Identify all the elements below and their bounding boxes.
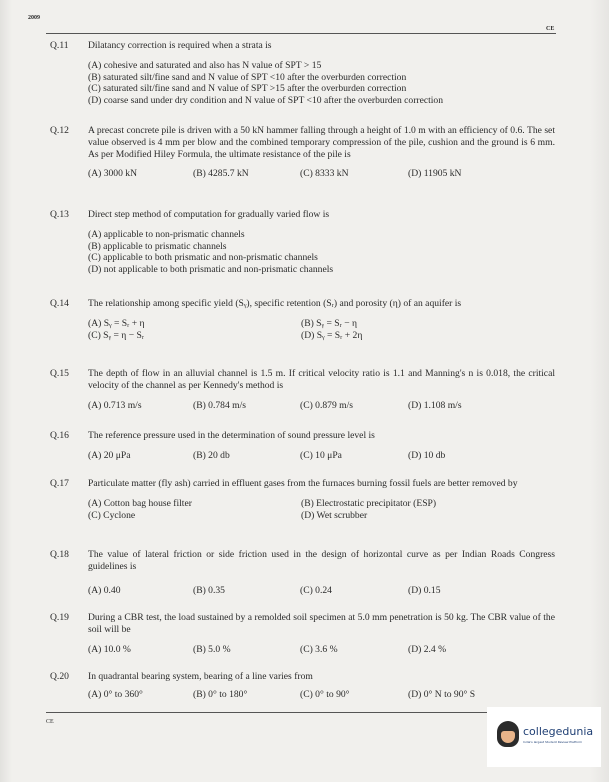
collegedunia-logo bbox=[487, 707, 601, 767]
question-number: Q.14 bbox=[50, 298, 69, 309]
question-number: Q.12 bbox=[50, 125, 69, 136]
option-a: (A) 10.0 % bbox=[88, 643, 131, 655]
option-b: (B) 5.0 % bbox=[193, 643, 231, 655]
option-c: (C) applicable to both prismatic and non-prismatic channels bbox=[88, 252, 318, 264]
question-14 bbox=[50, 298, 555, 341]
option-c: (C) 0.24 bbox=[300, 584, 332, 596]
question-11 bbox=[50, 40, 555, 107]
option-c: (C) 3.6 % bbox=[300, 643, 338, 655]
option-d: (D) Sᵧ = Sᵣ + 2η bbox=[301, 329, 363, 341]
question-text: The reference pressure used in the determination of sound pressure level is bbox=[88, 430, 375, 441]
question-text: A precast concrete pile is driven with a 50 kN hammer falling through a height of 1.0 m with an efficiency of 0.6. The set value observed is 4 mm per blow and the combined temporary compression of the pile, cushion and the ground is 6 mm. As per Modified Hiley Formula, the ultimate resistance of the pile is bbox=[88, 125, 555, 160]
question-18 bbox=[50, 549, 555, 596]
option-a: (A) 0.40 bbox=[88, 584, 121, 596]
option-b: (B) 0.784 m/s bbox=[193, 399, 247, 411]
option-c: (C) 0° to 90° bbox=[300, 688, 350, 700]
mascot-icon bbox=[497, 721, 519, 747]
options bbox=[88, 644, 555, 656]
option-a: (A) 3000 kN bbox=[88, 168, 138, 180]
question-number: Q.15 bbox=[50, 368, 69, 379]
option-d: (D) 0.15 bbox=[408, 584, 441, 596]
question-text: During a CBR test, the load sustained by a remolded soil specimen at 5.0 mm penetration is 50 kg. The CBR value of the soil will be bbox=[88, 612, 555, 635]
logo-tagline: India's largest Student Review Platform bbox=[523, 740, 583, 744]
option-d: (D) 0° N to 90° S bbox=[408, 688, 476, 700]
option-b: (B) applicable to prismatic channels bbox=[88, 240, 227, 252]
option-a: (A) Sᵧ = Sᵣ + η bbox=[88, 317, 145, 329]
option-c: (C) Cyclone bbox=[88, 509, 136, 521]
option-d: (D) not applicable to both prismatic and non-prismatic channels bbox=[88, 264, 334, 276]
logo-name: collegedunia bbox=[523, 725, 594, 738]
question-number: Q.16 bbox=[50, 430, 69, 441]
question-12 bbox=[50, 125, 555, 180]
option-b: (B) saturated silt/fine sand and N value of SPT <10 after the overburden correction bbox=[88, 71, 407, 83]
option-b: (B) Electrostatic precipitator (ESP) bbox=[301, 497, 437, 509]
option-a: (A) cohesive and saturated and also has N value of SPT > 15 bbox=[88, 59, 322, 71]
question-17 bbox=[50, 478, 555, 521]
question-text: Particulate matter (fly ash) carried in effluent gases from the furnaces burning fossil fuels are better removed by bbox=[88, 478, 518, 489]
header-paper-code: CE bbox=[546, 26, 555, 32]
question-15 bbox=[50, 368, 555, 411]
footer-paper-code: CE bbox=[46, 719, 54, 725]
option-a: (A) 20 μPa bbox=[88, 449, 131, 461]
option-d: (D) 2.4 % bbox=[408, 643, 447, 655]
question-20 bbox=[50, 671, 555, 701]
question-13 bbox=[50, 209, 555, 276]
question-16 bbox=[50, 430, 555, 462]
question-text: In quadrantal bearing system, bearing of a line varies from bbox=[88, 671, 313, 682]
header-divider bbox=[46, 33, 556, 34]
option-b: (B) 20 db bbox=[193, 449, 230, 461]
options bbox=[88, 168, 555, 180]
question-number: Q.13 bbox=[50, 209, 69, 220]
option-c: (C) 0.879 m/s bbox=[300, 399, 354, 411]
option-b: (B) 0° to 180° bbox=[193, 688, 248, 700]
option-d: (D) 11905 kN bbox=[408, 168, 462, 180]
question-text: Dilatancy correction is required when a strata is bbox=[88, 40, 272, 51]
option-c: (C) 8333 kN bbox=[300, 168, 349, 180]
option-d: (D) 10 db bbox=[408, 449, 446, 461]
option-b: (B) 0.35 bbox=[193, 584, 225, 596]
option-a: (A) applicable to non-prismatic channels bbox=[88, 228, 245, 240]
option-d: (D) coarse sand under dry condition and N value of SPT <10 after the overburden correction bbox=[88, 95, 444, 107]
question-text: The depth of flow in an alluvial channel is 1.5 m. If critical velocity ratio is 1.1 and Manning's n is 0.018, the critical velocity of the channel as per Kennedy's method is bbox=[88, 368, 555, 391]
option-a: (A) 0° to 360° bbox=[88, 688, 143, 700]
option-b: (B) Sᵧ = Sᵣ − η bbox=[301, 317, 358, 329]
question-text: The relationship among specific yield (Sᵧ), specific retention (Sᵣ) and porosity (η) of an aquifer is bbox=[88, 298, 462, 309]
option-c: (C) Sᵧ = η − Sᵣ bbox=[88, 329, 145, 341]
option-a: (A) 0.713 m/s bbox=[88, 399, 142, 411]
options bbox=[88, 229, 555, 276]
options bbox=[88, 498, 555, 522]
question-number: Q.11 bbox=[50, 40, 69, 51]
option-a: (A) Cotton bag house filter bbox=[88, 497, 192, 509]
options bbox=[88, 400, 555, 412]
question-number: Q.20 bbox=[50, 671, 69, 682]
option-d: (D) Wet scrubber bbox=[301, 509, 368, 521]
question-number: Q.18 bbox=[50, 549, 69, 560]
question-number: Q.17 bbox=[50, 478, 69, 489]
question-text: Direct step method of computation for gradually varied flow is bbox=[88, 209, 330, 220]
question-text: The value of lateral friction or side friction used in the design of horizontal curve as per Indian Roads Congress guidelines is bbox=[88, 549, 555, 572]
header-year: 2009 bbox=[28, 15, 40, 21]
options bbox=[88, 318, 555, 342]
option-c: (C) saturated silt/fine sand and N value of SPT >15 after the overburden correction bbox=[88, 83, 407, 95]
options bbox=[88, 60, 555, 107]
option-b: (B) 4285.7 kN bbox=[193, 168, 249, 180]
options bbox=[88, 450, 555, 462]
options bbox=[88, 689, 555, 701]
question-19 bbox=[50, 612, 555, 655]
options bbox=[88, 585, 555, 597]
footer-divider bbox=[46, 712, 556, 713]
option-c: (C) 10 μPa bbox=[300, 449, 342, 461]
option-d: (D) 1.108 m/s bbox=[408, 399, 462, 411]
question-number: Q.19 bbox=[50, 612, 69, 623]
